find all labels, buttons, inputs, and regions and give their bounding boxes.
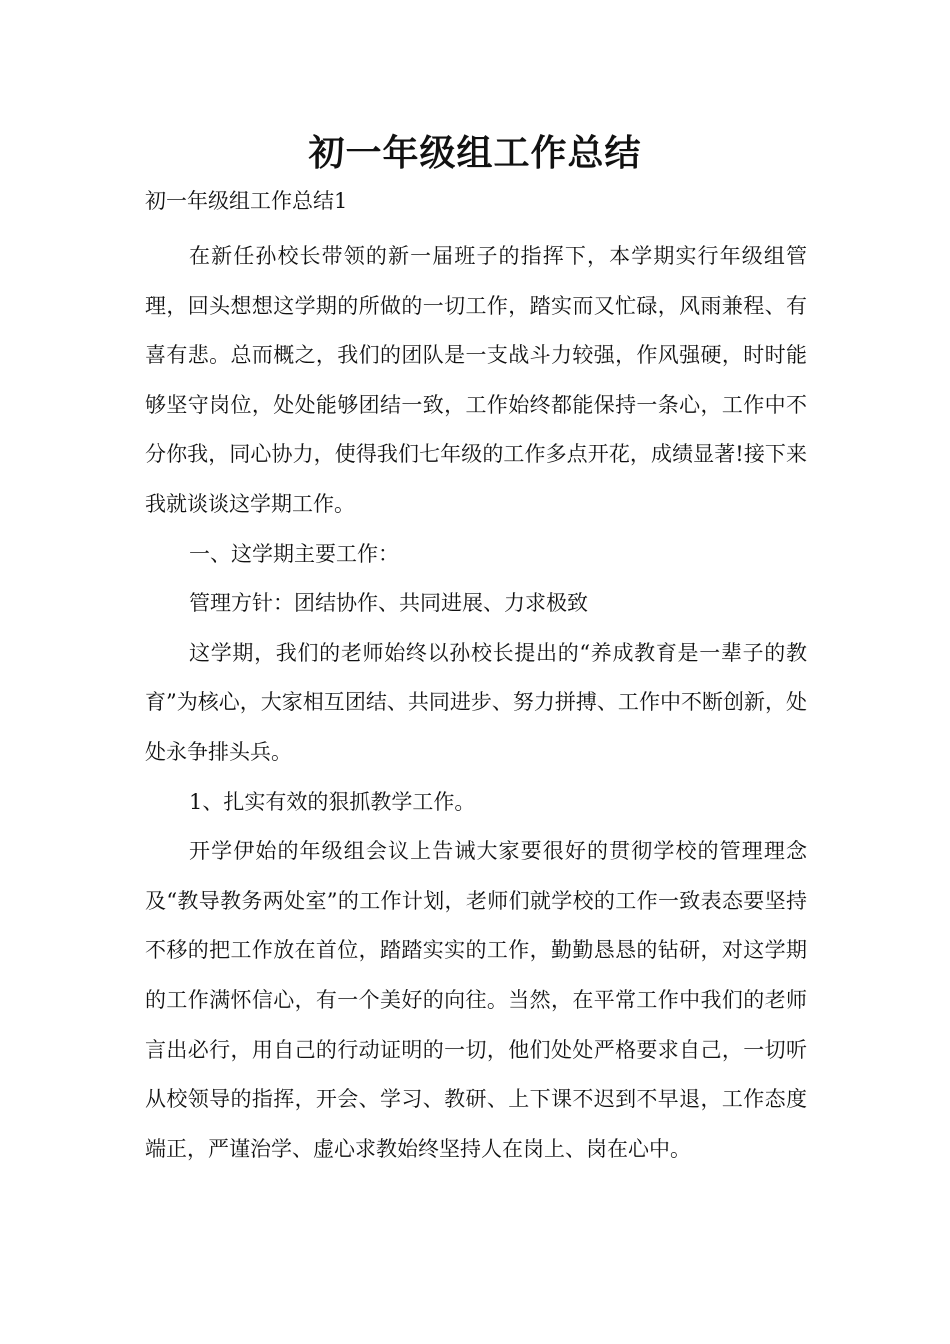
paragraph-intro: 在新任孙校长带领的新一届班子的指挥下，本学期实行年级组管理，回头想想这学期的所做的一切工作，踏实而又忙碌，风雨兼程、有喜有悲。总而概之，我们的团队是一支战斗力较强，作风强硬，时时能够坚守岗位，处处能够团结一致，工作始终都能保持一条心，工作中不分你我，同心协力，使得我们七年级的工作多点开花，成绩显著!接下来我就谈谈这学期工作。 <box>145 244 807 516</box>
document-title: 初一年级组工作总结 <box>308 133 642 174</box>
document-subtitle: 初一年级组工作总结1 <box>145 189 348 213</box>
paragraph-teaching-details: 开学伊始的年级组会议上告诫大家要很好的贯彻学校的管理理念及“教导教务两处室”的工作计划，老师们就学校的工作一致表态要坚持不移的把工作放在首位，踏踏实实的工作，勤勤恳恳的钻研，对这学期的工作满怀信心，有一个美好的向往。当然，在平常工作中我们的老师言出必行，用自己的行动证明的一切，他们处处严格要求自己，一切听从校领导的指挥，开会、学习、教研、上下课不迟到不早退，工作态度端正，严谨治学、虚心求教始终坚持人在岗上、岗在心中。 <box>145 839 807 1161</box>
section-heading-main-work: 一、这学期主要工作： <box>189 541 399 566</box>
paragraph-management-policy: 管理方针：团结协作、共同进展、力求极致 <box>189 591 588 616</box>
document-body <box>145 232 807 1174</box>
subheading-teaching-work: 1、扎实有效的狠抓教学工作。 <box>189 789 476 814</box>
paragraph-core-idea: 这学期，我们的老师始终以孙校长提出的“养成教育是一辈子的教育”为核心，大家相互团结、共同进步、努力拼搏、工作中不断创新，处处永争排头兵。 <box>145 640 807 764</box>
